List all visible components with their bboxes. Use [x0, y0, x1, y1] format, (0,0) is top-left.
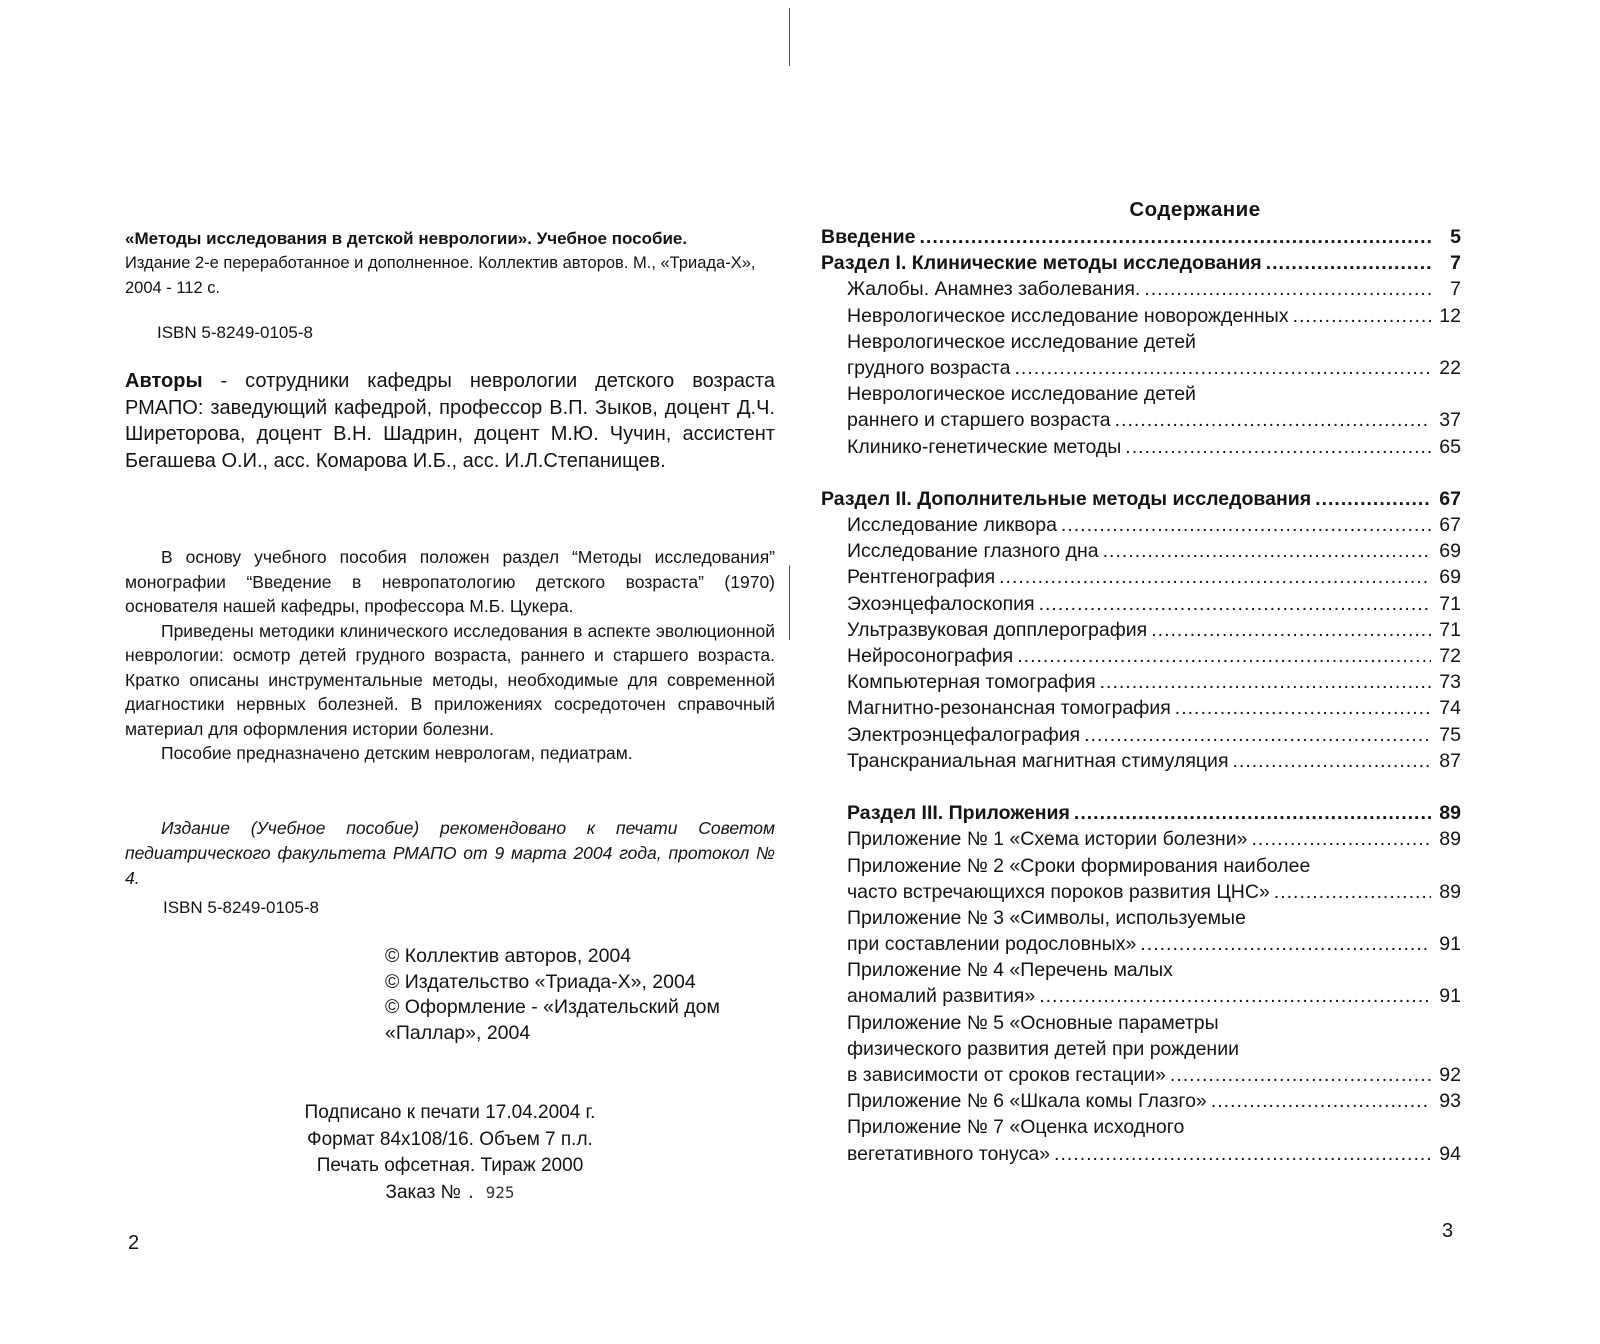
toc-entry-label: Жалобы. Анамнез заболевания. — [847, 278, 1141, 301]
toc-entry-page: 93 — [1439, 1090, 1461, 1113]
authors-label: Авторы — [125, 370, 203, 392]
toc-leader-dots — [1115, 409, 1431, 432]
toc-entry-page: 65 — [1439, 435, 1461, 458]
toc-entry-page: 37 — [1439, 409, 1461, 432]
toc-leader-dots — [1140, 933, 1431, 956]
toc-entry — [821, 383, 1461, 409]
toc-leader-dots — [1061, 514, 1431, 537]
toc-entry-page: 71 — [1439, 592, 1461, 615]
approval-note: Издание (Учебное пособие) рекомендовано к печати Советом педиатрического факультета РМАПО от 9 марта 2004 года, протокол № 4. — [125, 818, 775, 888]
toc-entry-label: вегетативного тонуса» — [847, 1142, 1051, 1165]
copyright-block — [385, 944, 785, 1046]
copyright-line: © Издательство «Триада-Х», 2004 — [385, 970, 696, 993]
toc-leader-dots — [1125, 436, 1431, 459]
toc-entry-label: часто встречающихся пороков развития ЦНС» — [847, 880, 1270, 903]
toc-leader-dots — [1233, 750, 1431, 773]
toc-entry-page: 91 — [1439, 985, 1461, 1008]
toc-entry-label: Приложение № 3 «Символы, используемые — [847, 906, 1246, 929]
toc-entry — [821, 855, 1461, 881]
toc-entry — [821, 540, 1461, 566]
right-page — [790, 0, 1600, 1344]
toc-entry — [821, 514, 1461, 540]
copyright-line: «Паллар», 2004 — [385, 1021, 531, 1044]
toc-entry-label: Приложение № 2 «Сроки формирования наиболее — [847, 854, 1311, 877]
toc-entry — [821, 278, 1461, 304]
toc-entry — [821, 1143, 1461, 1169]
toc-leader-dots — [1293, 305, 1431, 328]
toc-entry — [821, 881, 1461, 907]
toc-entry-page: 67 — [1439, 487, 1461, 510]
toc-leader-dots — [999, 566, 1431, 589]
toc-entry — [821, 724, 1461, 750]
toc-entry-label: Рентгенография — [847, 566, 996, 589]
toc-entry-label: Раздел II. Дополнительные методы исследования — [821, 487, 1312, 510]
toc-leader-dots — [1266, 252, 1431, 275]
copyright-line: © Коллектив авторов, 2004 — [385, 945, 632, 967]
toc-entry-page: 87 — [1439, 749, 1461, 772]
toc-entry-label: в зависимости от сроков гестации» — [847, 1064, 1166, 1086]
isbn-top: ISBN 5-8249-0105-8 — [157, 323, 313, 342]
toc-entry-label: Компьютерная томография — [847, 671, 1096, 694]
toc-entry — [821, 488, 1461, 514]
toc-entry-page: 89 — [1439, 802, 1461, 825]
toc-entry-label: Клинико-генетические методы — [847, 435, 1122, 458]
toc-entry-label: Нейросонография — [847, 645, 1014, 667]
toc-entry-page: 73 — [1439, 671, 1461, 694]
toc-leader-dots — [1074, 802, 1431, 825]
annotation-paragraph: Приведены методики клинического исследования в аспекте эволюционной неврологии: осмотр детей грудного возраста, раннего и старшего возраста. Кратко описаны инструментальные методы, необходимые для современной диагностики нервных болезней. В приложениях сосредоточен справочный материал для оформления истории болезни. — [125, 620, 775, 739]
toc-leader-dots — [1039, 985, 1431, 1008]
toc-entry — [821, 331, 1461, 357]
toc-entry — [821, 697, 1461, 723]
toc-entry — [821, 436, 1461, 462]
toc-entry-label: Приложение № 1 «Схема истории болезни» — [847, 828, 1248, 851]
toc-leader-dots — [1274, 881, 1431, 904]
toc-entry — [821, 566, 1461, 592]
toc-entry-page: 74 — [1439, 697, 1461, 720]
toc-entry — [821, 593, 1461, 619]
toc-entry-label: Электроэнцефалография — [847, 723, 1081, 746]
toc-leader-dots — [1144, 278, 1431, 301]
isbn-bottom: ISBN 5-8249-0105-8 — [163, 898, 319, 917]
toc-leader-dots — [1251, 828, 1431, 851]
toc-entry-label: Неврологическое исследование новорожденных — [847, 304, 1289, 327]
toc-leader-dots — [1014, 357, 1431, 380]
annotation-paragraph: В основу учебного пособия положен раздел “Методы исследования” монографии “Введение в невропатологию детского возраста” (1970) основателя нашей кафедры, профессора М.Б. Цукера. — [125, 547, 775, 616]
order-label: Заказ № — [385, 1181, 462, 1203]
toc-entry-page: 67 — [1439, 514, 1461, 537]
toc-entry — [821, 357, 1461, 383]
imprint-order — [240, 1180, 660, 1207]
toc-entry-page: 7 — [1450, 252, 1461, 275]
toc-entry — [821, 933, 1461, 959]
order-number: . 925 — [466, 1182, 515, 1202]
toc-entry-page: 71 — [1439, 618, 1461, 641]
toc-entry-label: Неврологическое исследование детей — [847, 383, 1196, 406]
toc-entry — [821, 828, 1461, 854]
toc-entry-label: аномалий развития» — [847, 985, 1036, 1008]
imprint-signed: Подписано к печати 17.04.2004 г. — [304, 1102, 596, 1123]
toc-leader-dots — [1211, 1090, 1431, 1113]
toc-entry-label: Исследование глазного дна — [847, 540, 1099, 563]
toc-entry-page: 7 — [1450, 278, 1461, 301]
toc-entry — [821, 985, 1461, 1011]
toc-entry-label: Магнитно-резонансная томография — [847, 697, 1171, 720]
toc-entry — [821, 750, 1461, 776]
toc-entry-label: Приложение № 6 «Шкала комы Глазго» — [847, 1090, 1207, 1113]
toc-leader-dots — [1315, 488, 1431, 511]
toc-entry — [821, 671, 1461, 697]
toc-entry — [821, 802, 1461, 828]
authors-paragraph — [125, 368, 775, 474]
toc-entry-page: 92 — [1439, 1064, 1461, 1086]
toc-heading: Содержание — [1129, 198, 1261, 221]
toc-entry-label: грудного возраста — [847, 356, 1011, 379]
toc-entry — [821, 1116, 1461, 1142]
toc-entry-page: 94 — [1439, 1142, 1461, 1165]
table-of-contents — [821, 226, 1461, 1169]
toc-entry — [821, 226, 1461, 252]
toc-entry-label: при составлении родословных» — [847, 933, 1137, 956]
page-number-left: 2 — [128, 1232, 140, 1254]
toc-entry-page: 89 — [1439, 828, 1461, 851]
toc-leader-dots — [1170, 1064, 1431, 1087]
bibliographic-description — [125, 226, 775, 301]
toc-entry — [821, 1064, 1461, 1090]
edition-info: Издание 2-е переработанное и дополненное. Коллектив авторов. М., «Триада-Х», 2004 - 112 с. — [125, 254, 756, 297]
toc-entry-page: 69 — [1439, 540, 1461, 563]
authors-text: - сотрудники кафедры неврологии детского возраста РМАПО: заведующий кафедрой, профессор В.П. Зыков, доцент Д.Ч. Ширеторова, доцент В.Н. Шадрин, доцент М.Ю. Чучин, ассистент Бегашева О.И., асс. Комарова И.Б., асс. И.Л.Степанищев. — [125, 370, 775, 472]
imprint-print: Печать офсетная. Тираж 2000 — [316, 1155, 584, 1176]
toc-leader-dots — [1054, 1143, 1431, 1166]
toc-leader-dots — [1103, 540, 1431, 563]
toc-leader-dots — [1100, 671, 1431, 694]
imprint-block — [240, 1100, 660, 1206]
toc-entry-label: Эхоэнцефалоскопия — [847, 592, 1035, 615]
toc-entry — [821, 1012, 1461, 1038]
toc-entry-label: Приложение № 5 «Основные параметры — [847, 1011, 1219, 1034]
toc-entry-label: Приложение № 7 «Оценка исходного — [847, 1116, 1185, 1139]
toc-entry — [821, 252, 1461, 278]
book-title: «Методы исследования в детской неврологии». Учебное пособие. — [125, 229, 688, 248]
toc-leader-dots — [1151, 619, 1431, 642]
toc-entry-page: 75 — [1439, 723, 1461, 746]
toc-entry — [821, 619, 1461, 645]
toc-entry — [821, 305, 1461, 331]
toc-leader-dots — [1175, 697, 1431, 720]
toc-entry-page: 22 — [1439, 356, 1461, 379]
toc-entry-label: Введение — [821, 226, 916, 248]
imprint-format: Формат 84x108/16. Объем 7 п.л. — [307, 1128, 593, 1150]
annotation — [125, 545, 775, 766]
left-page — [0, 0, 790, 1344]
toc-entry-label: Исследование ликвора — [847, 514, 1057, 537]
toc-entry-label: Раздел III. Приложения — [847, 802, 1070, 825]
toc-entry-label: физического развития детей при рождении — [847, 1037, 1239, 1060]
toc-entry-label: раннего и старшего возраста — [847, 409, 1111, 432]
toc-entry-page: 69 — [1439, 566, 1461, 589]
toc-entry — [821, 1038, 1461, 1064]
annotation-paragraph: Пособие предназначено детским неврологам, педиатрам. — [161, 743, 633, 763]
toc-entry-label: Неврологическое исследование детей — [847, 330, 1196, 353]
page-number-right: 3 — [1442, 1220, 1454, 1242]
toc-leader-dots — [920, 226, 1432, 249]
toc-entry-label: Транскраниальная магнитная стимуляция — [847, 749, 1229, 772]
toc-leader-dots — [1017, 645, 1431, 668]
toc-entry-page: 72 — [1439, 645, 1461, 667]
toc-leader-dots — [1084, 724, 1431, 747]
copyright-line: © Оформление - «Издательский дом — [385, 996, 720, 1018]
toc-entry — [821, 959, 1461, 985]
toc-entry — [821, 907, 1461, 933]
toc-entry-page: 12 — [1439, 304, 1461, 327]
toc-entry-label: Раздел I. Клинические методы исследования — [821, 252, 1262, 275]
toc-entry — [821, 1090, 1461, 1116]
toc-entry-label: Приложение № 4 «Перечень малых — [847, 959, 1173, 982]
toc-entry-page: 91 — [1439, 933, 1461, 956]
toc-entry-page: 89 — [1439, 880, 1461, 903]
toc-entry-label: Ультразвуковая допплерография — [847, 618, 1148, 641]
toc-entry-page: 5 — [1450, 226, 1461, 248]
toc-entry — [821, 409, 1461, 435]
toc-leader-dots — [1039, 593, 1431, 616]
toc-entry — [821, 645, 1461, 671]
